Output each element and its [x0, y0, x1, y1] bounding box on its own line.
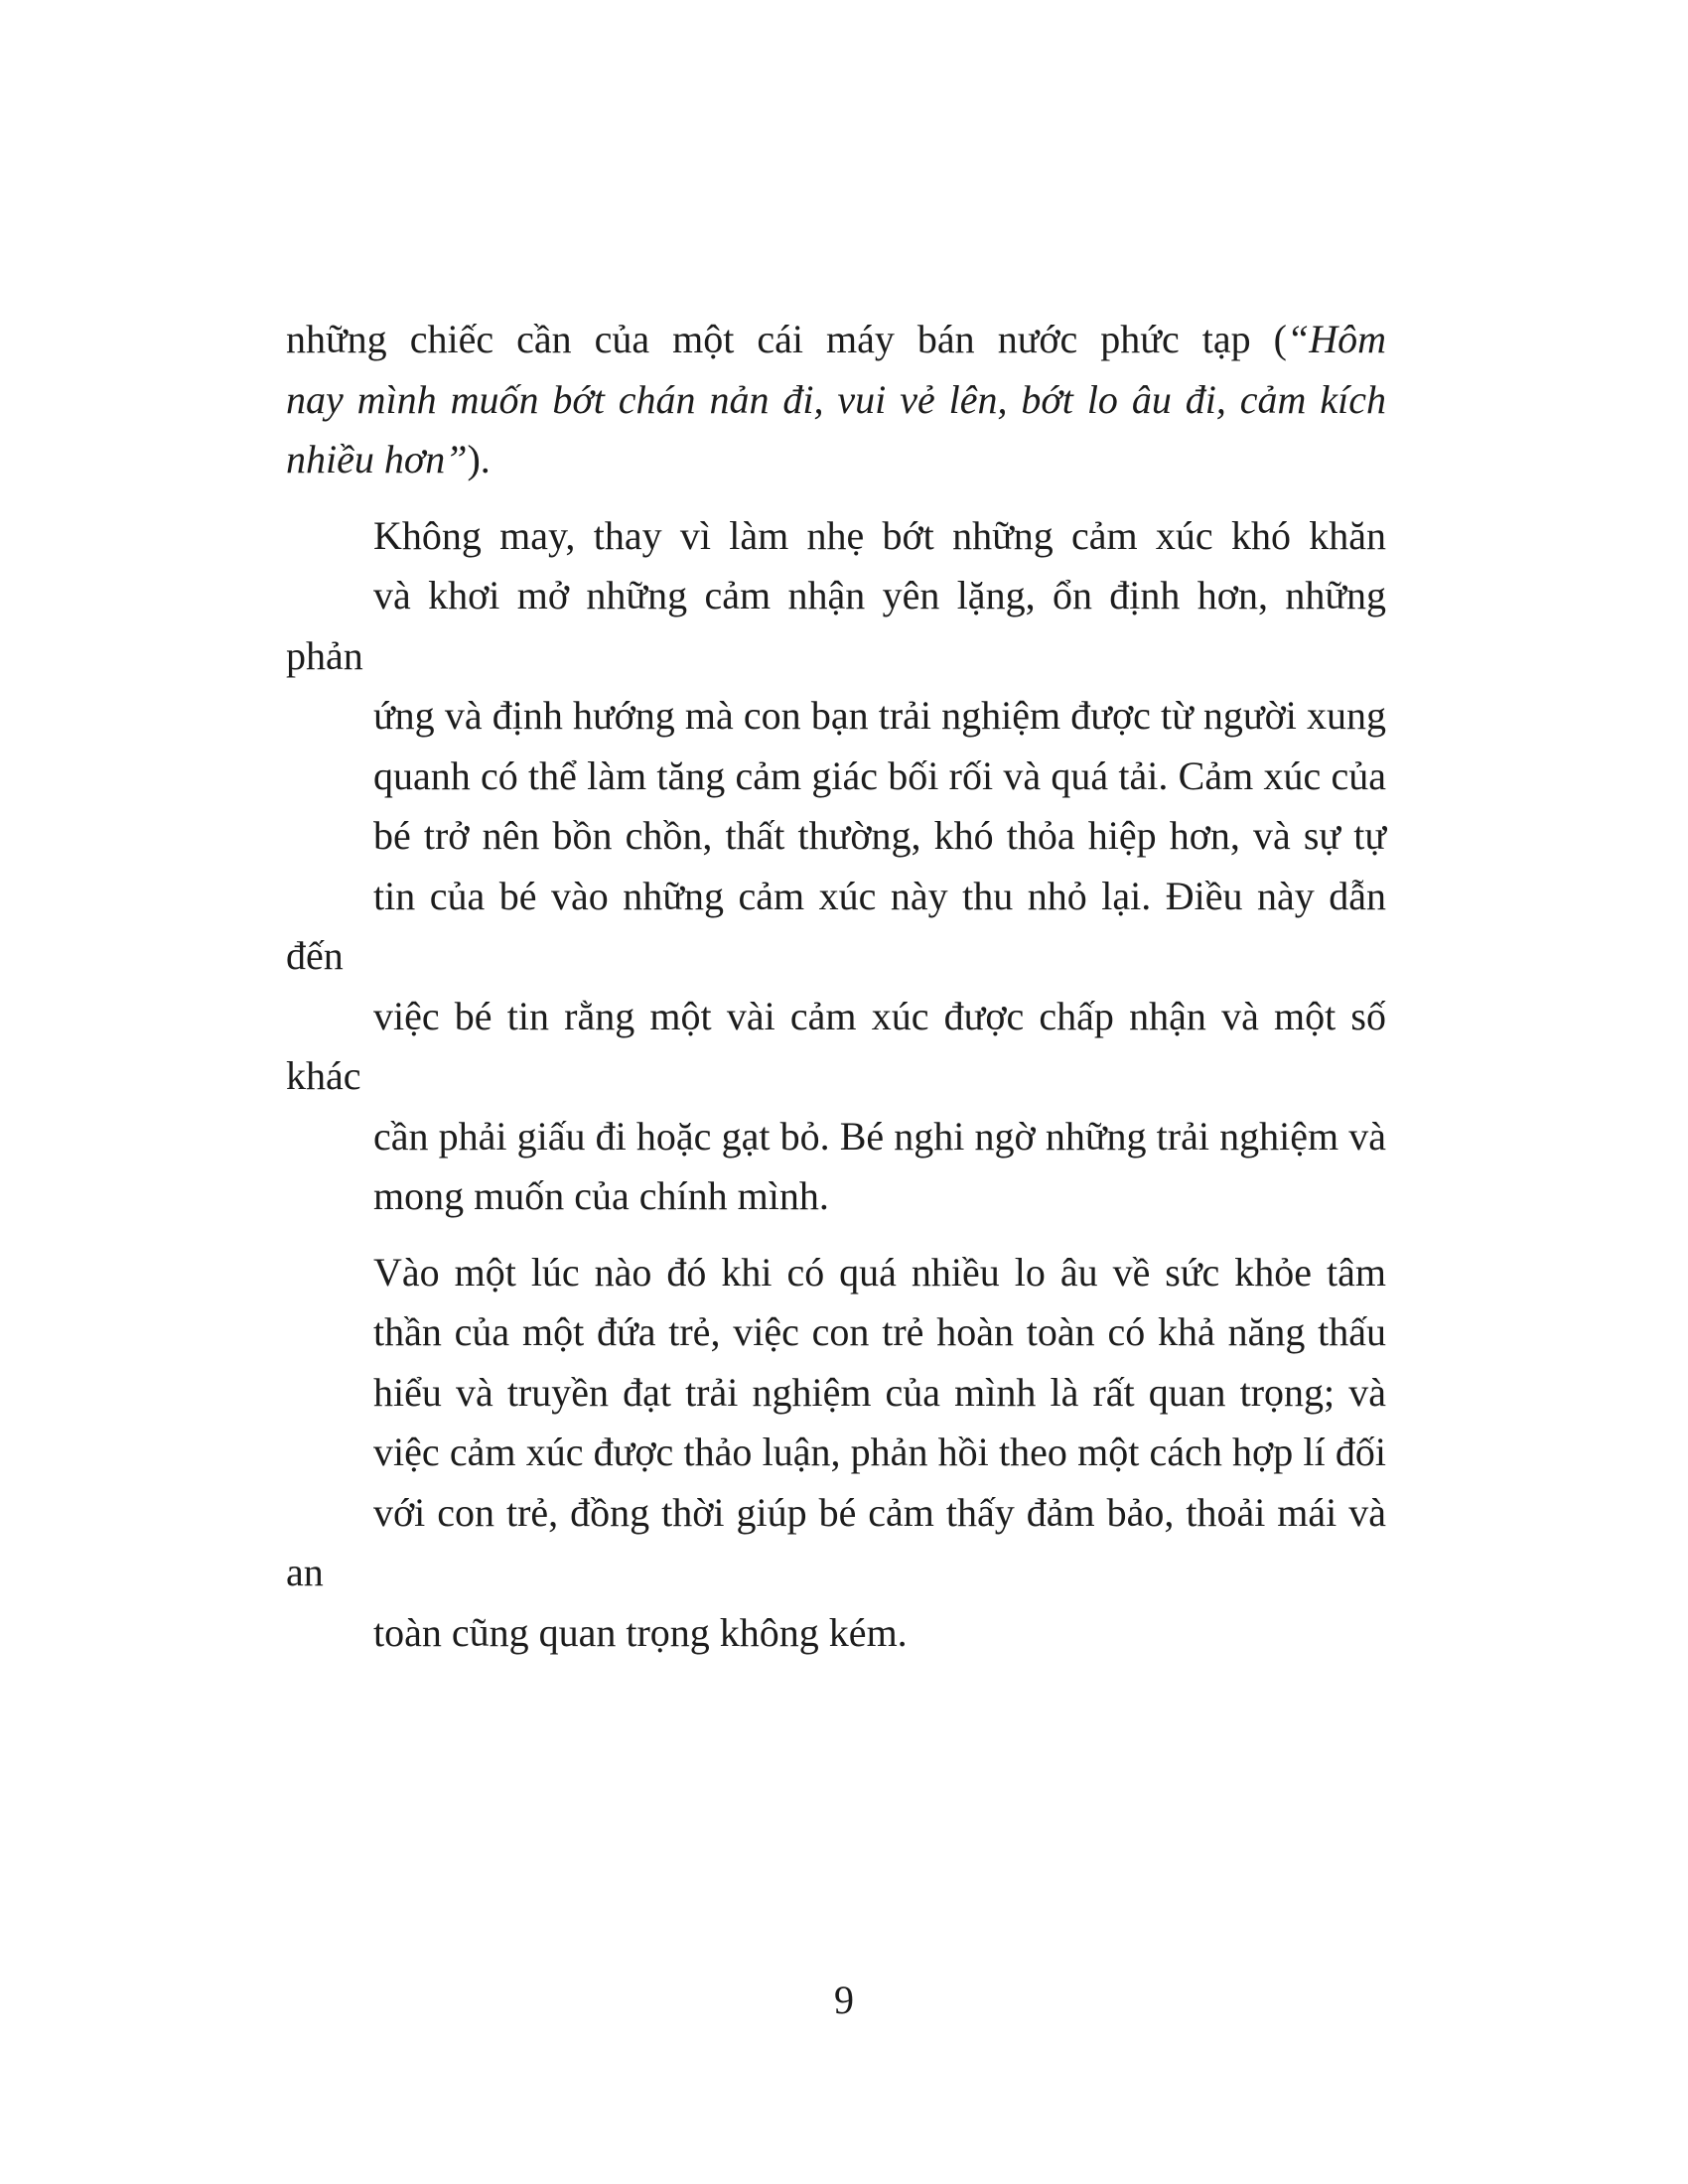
text-run: toàn cũng quan trọng không kém.	[373, 1609, 908, 1655]
text-line	[286, 1603, 1386, 1664]
page-number: 9	[834, 1978, 854, 2022]
text-line	[286, 370, 1386, 431]
text-run: việc bé tin rằng một vài cảm xúc được chấp nhận và một số khác	[286, 993, 1386, 1098]
text-run: những chiếc cần của một cái máy bán nước phức tạp (	[286, 317, 1287, 361]
text-run: tin của bé vào những cảm xúc này thu nhỏ lại. Điều này dẫn đến	[286, 873, 1386, 978]
text-run: Không may, thay vì làm nhẹ bớt những cảm xúc khó khăn	[373, 512, 1386, 558]
text-line	[286, 1243, 1386, 1303]
paragraph	[286, 506, 1386, 1227]
text-run: cần phải giấu đi hoặc gạt bỏ. Bé nghi ngờ những trải nghiệm và	[373, 1113, 1386, 1159]
text-line	[286, 1423, 1386, 1483]
text-run: hiểu và truyền đạt trải nghiệm của mình là rất quan trọng; và	[373, 1369, 1386, 1415]
text-run: và khơi mở những cảm nhận yên lặng, ổn định hơn, những phản	[286, 573, 1386, 678]
italic-text: “Hôm	[1286, 317, 1386, 361]
text-run: ).	[467, 437, 491, 481]
text-run: việc cảm xúc được thảo luận, phản hồi theo một cách hợp lí đối	[373, 1430, 1386, 1474]
text-line	[286, 747, 1386, 807]
text-line	[286, 1363, 1386, 1424]
italic-text: nay mình muốn bớt chán nản đi, vui vẻ lên, bớt lo âu đi, cảm kích	[286, 376, 1386, 422]
text-line	[286, 806, 1386, 867]
text-line	[286, 1483, 1386, 1603]
paragraph	[286, 1243, 1386, 1664]
text-line	[286, 1302, 1386, 1363]
text-line	[286, 506, 1386, 567]
text-run: quanh có thể làm tăng cảm giác bối rối và quá tải. Cảm xúc của	[373, 752, 1386, 798]
text-line	[286, 310, 1386, 370]
text-run: Vào một lúc nào đó khi có quá nhiều lo âu về sức khỏe tâm	[373, 1249, 1386, 1295]
text-line	[286, 430, 1386, 490]
text-line	[286, 1166, 1386, 1227]
text-line	[286, 686, 1386, 747]
text-run: ứng và định hướng mà con bạn trải nghiệm được từ người xung	[373, 693, 1386, 738]
body-text	[286, 310, 1386, 1679]
italic-text: nhiều hơn”	[286, 437, 468, 481]
text-run: mong muốn của chính mình.	[373, 1173, 829, 1218]
text-run: với con trẻ, đồng thời giúp bé cảm thấy đảm bảo, thoải mái và an	[286, 1489, 1386, 1594]
text-line	[286, 987, 1386, 1107]
paragraph	[286, 310, 1386, 490]
text-line	[286, 1107, 1386, 1167]
text-line	[286, 867, 1386, 987]
text-run: thần của một đứa trẻ, việc con trẻ hoàn toàn có khả năng thấu	[373, 1309, 1386, 1354]
text-line	[286, 566, 1386, 686]
text-run: bé trở nên bồn chồn, thất thường, khó thỏa hiệp hơn, và sự tự	[373, 813, 1386, 858]
